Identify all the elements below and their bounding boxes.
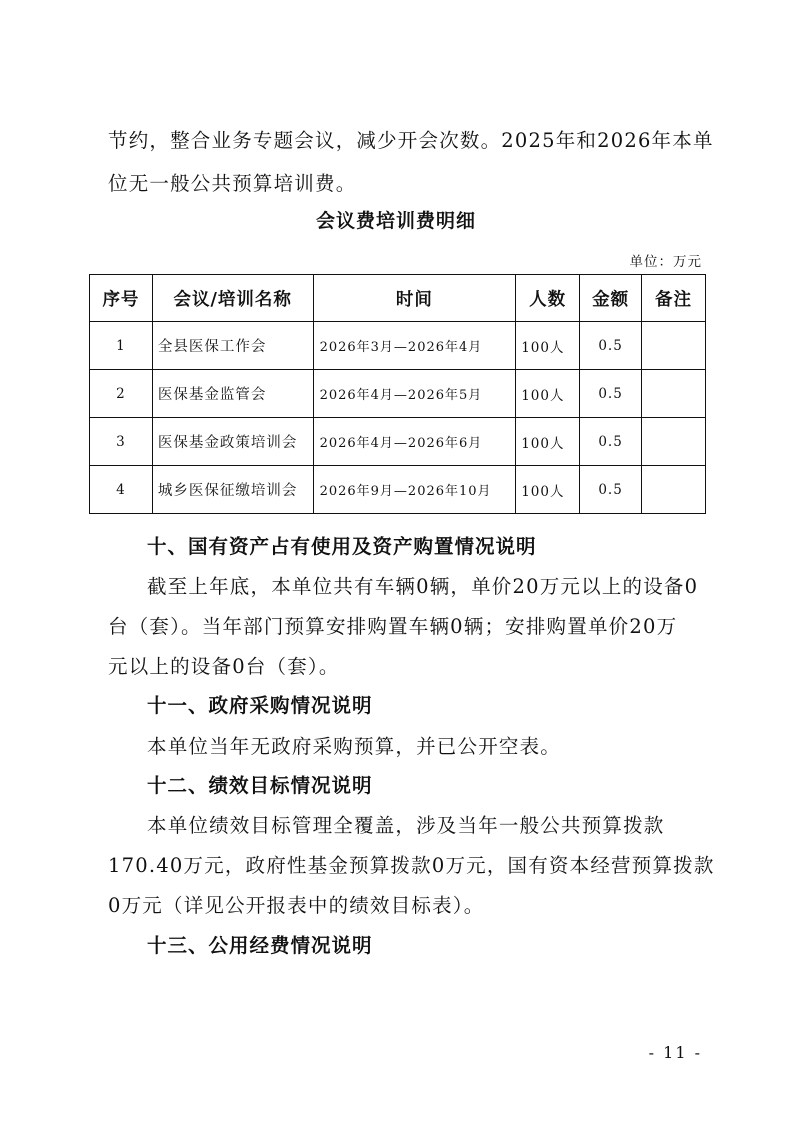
cell-people: 100人 (516, 322, 580, 370)
section-performance-line-3: 0万元（详见公开报表中的绩效目标表）。 (108, 894, 485, 917)
section-assets-line-1: 截至上年底，本单位共有车辆0辆，单价20万元以上的设备0 (147, 575, 699, 598)
cell-name: 医保基金政策培训会 (152, 418, 313, 466)
cell-time: 2026年9月—2026年10月 (313, 466, 516, 514)
cell-time: 2026年4月—2026年6月 (313, 418, 516, 466)
cell-people: 100人 (516, 418, 580, 466)
cell-name: 城乡医保征缴培训会 (152, 466, 313, 514)
header-time: 时间 (313, 275, 516, 322)
table-row (90, 370, 706, 418)
section-performance-line-1: 本单位绩效目标管理全覆盖，涉及当年一般公共预算拨款 (147, 814, 665, 837)
header-amount: 金额 (580, 275, 642, 322)
section-performance-line-2: 170.40万元，政府性基金预算拨款0万元，国有资本经营预算拨款 (108, 854, 715, 877)
unit-label: 单位：万元 (629, 254, 702, 270)
cell-time: 2026年3月—2026年4月 (313, 322, 516, 370)
cell-note (642, 322, 706, 370)
meeting-training-table (89, 274, 706, 514)
cell-people: 100人 (516, 466, 580, 514)
cell-note (642, 418, 706, 466)
section-heading-public-funds: 十三、公用经费情况说明 (147, 934, 373, 957)
table-row (90, 466, 706, 514)
intro-line-2: 位无一般公共预算培训费。 (108, 172, 357, 195)
table-row (90, 418, 706, 466)
table-title: 会议费培训费明细 (315, 210, 476, 232)
table-header-row (90, 275, 706, 322)
header-no: 序号 (90, 275, 153, 322)
cell-people: 100人 (516, 370, 580, 418)
cell-amount: 0.5 (580, 418, 642, 466)
table-row (90, 322, 706, 370)
cell-time: 2026年4月—2026年5月 (313, 370, 516, 418)
section-heading-performance: 十二、绩效目标情况说明 (147, 774, 373, 797)
section-assets-line-2: 台（套）。当年部门预算安排购置车辆0辆；安排购置单价20万 (108, 615, 678, 638)
section-procurement-line-1: 本单位当年无政府采购预算，并已公开空表。 (147, 735, 562, 758)
cell-no: 2 (90, 370, 153, 418)
cell-note (642, 370, 706, 418)
cell-name: 医保基金监管会 (152, 370, 313, 418)
header-note: 备注 (642, 275, 706, 322)
intro-line-1: 节约，整合业务专题会议，减少开会次数。2025年和2026年本单 (108, 129, 714, 152)
cell-amount: 0.5 (580, 370, 642, 418)
cell-no: 1 (90, 322, 153, 370)
cell-name: 全县医保工作会 (152, 322, 313, 370)
section-assets-line-3: 元以上的设备0台（套）。 (108, 655, 340, 678)
cell-amount: 0.5 (580, 466, 642, 514)
header-people: 人数 (516, 275, 580, 322)
section-heading-procurement: 十一、政府采购情况说明 (147, 694, 373, 717)
cell-note (642, 466, 706, 514)
cell-no: 3 (90, 418, 153, 466)
cell-amount: 0.5 (580, 322, 642, 370)
header-name: 会议/培训名称 (152, 275, 313, 322)
cell-no: 4 (90, 466, 153, 514)
section-heading-assets: 十、国有资产占有使用及资产购置情况说明 (147, 535, 537, 558)
page-number: - 11 - (648, 1043, 702, 1062)
